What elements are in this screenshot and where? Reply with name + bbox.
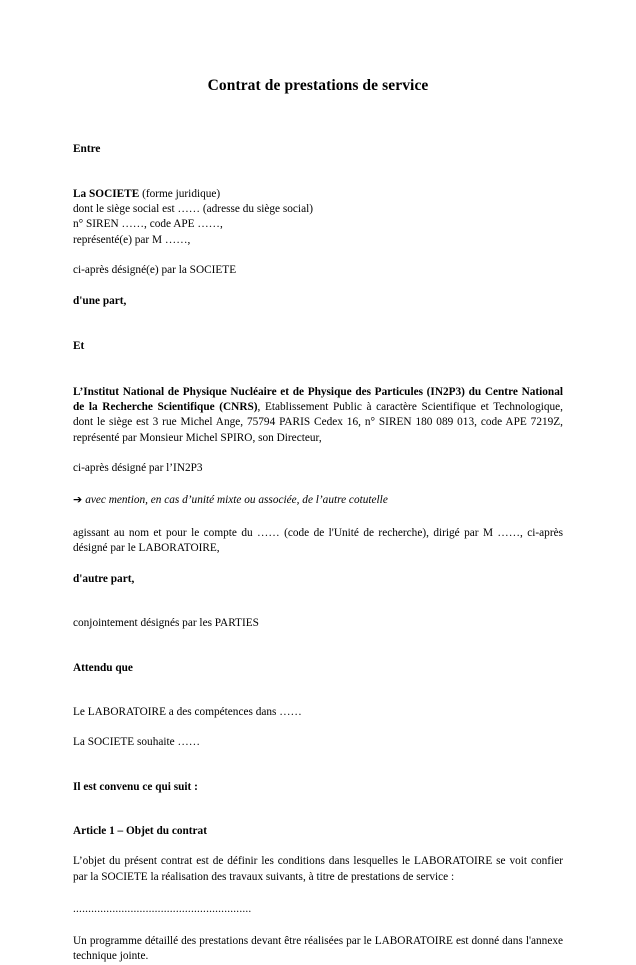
societe-siren-line: n° SIREN ……, code APE ……, [73,218,223,231]
societe-name: La SOCIETE [73,187,140,200]
document-content [73,0,563,965]
arrow-note-text: avec mention, en cas d’unité mixte ou associée, de l’autre cotutelle [85,494,388,507]
fill-in-blank-line: ........................................................... [73,902,252,915]
party-societe-block [73,187,563,248]
dautre-part: d'autre part, [73,573,135,586]
programme-paragraph: Un programme détaillé des prestations devant être réalisées par le LABORATOIRE est donné dans l'annexe technique jointe. [73,935,563,963]
conjointement-line: conjointement désignés par les PARTIES [73,617,259,630]
heading-attendu-que: Attendu que [73,661,133,674]
party-in2p3-block [73,385,563,446]
agissant-paragraph: agissant au nom et pour le compte du …… (code de l'Unité de recherche), dirigé par M ……, ci-après désigné par le LABORATOIRE, [73,526,563,554]
page-title: Contrat de prestations de service [207,77,429,94]
heading-entre: Entre [73,143,101,156]
societe-address-line: dont le siège social est …… (adresse du siège social) [73,202,313,215]
societe-souhaite: La SOCIETE souhaite …… [73,736,201,749]
heading-et: Et [73,340,85,353]
article-1-body: L’objet du présent contrat est de définir les conditions dans lesquelles le LABORATOIRE se voit confier par la SOCIETE la réalisation des travaux suivants, à titre de prestations de service : [73,855,563,883]
in2p3-details: , Etablissement Public à caractère Scientifique et Technologique, dont le siège est 3 rue Michel Ange, 75794 PARIS Cedex 16, n° SIREN 180 089 013, code APE 7219Z, représenté par Monsieur Michel SPIRO, son Directeur, [73,401,563,444]
in2p3-full-name: L’Institut National de Physique Nucléaire et de Physique des Particules (IN2P3) du Centre National de la Recherche Scientifique (CNRS) [73,385,563,414]
societe-representative-line: représenté(e) par M ……, [73,233,191,246]
laboratoire-competences: Le LABORATOIRE a des compétences dans …… [73,706,302,719]
article-1-heading: Article 1 – Objet du contrat [73,824,207,837]
heading-il-est-convenu: Il est convenu ce qui suit : [73,780,198,793]
arrow-note-block [73,492,563,508]
societe-form: (forme juridique) [139,187,221,200]
dune-part: d'une part, [73,295,127,308]
ci-apres-in2p3: ci-après désigné par l’IN2P3 [73,461,203,474]
right-arrow-icon: ➔ [73,493,83,507]
ci-apres-societe: ci-après désigné(e) par la SOCIETE [73,263,237,276]
